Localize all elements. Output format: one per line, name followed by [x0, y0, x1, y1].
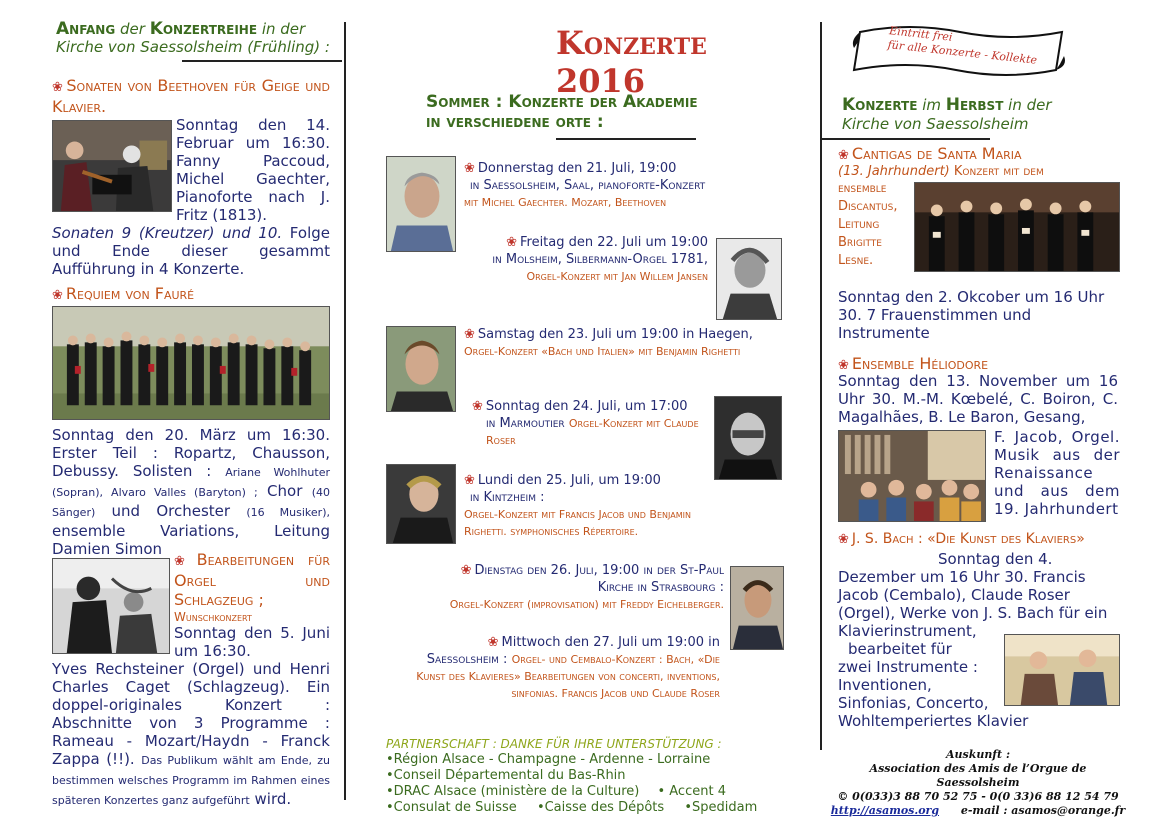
flower-icon: ❀ [460, 563, 472, 578]
partner-item: •Spedidam [684, 800, 758, 815]
autumn-cantigas-date: Sonntag den 2. Okcober um 16 Uhr 30. 7 Frauenstimmen und Instrumente [838, 288, 1105, 342]
photo-freddy-eichelberger [730, 566, 784, 650]
partner-item: •Région Alsace - Champagne - Ardenne - Lorraine [386, 752, 711, 767]
event-faure-title: ❀ Requiem von Fauré [52, 284, 195, 303]
event-schlagzeug-sub: Wunschkonzert [174, 610, 252, 624]
photo-organ-percussion [52, 558, 170, 654]
flower-icon: ❀ [174, 554, 194, 569]
autumn-heliodore-right: F. Jacob, Orgel. Musik aus der Renaissance und aus dem 19. Jahrhundert [994, 428, 1120, 518]
contact-block [828, 748, 1128, 818]
event-faure-desc: Sonntag den 20. März um 16:30. Erster Teil : Ropartz, Chausson, Debussy. Solisten : Ariane Wohlhuter (Sopran), Alvaro Valles (Baryton) ; Chor (40 Sänger) und Orchester (16 Musiker), ensemble Variations, Leitung Damien Simon [52, 426, 330, 558]
partners-title: PARTNERSCHAFT : DANKE FÜR IHRE UNTERSTÜTZUNG : [386, 737, 722, 751]
flower-icon: ❀ [464, 161, 475, 176]
summer-2: ❀ Freitag den 22. Juli um 19:00 in Molsheim, Silbermann-Orgel 1781, Orgel-Konzert mit Jan Willem Jansen [492, 235, 708, 283]
flower-icon: ❀ [52, 288, 63, 303]
summer-5: ❀ Lundi den 25. Juli, um 19:00 in Kintzheim : Orgel-Konzert mit Francis Jacob und Benjamin Righetti. symphonisches Répertoire. [464, 473, 691, 538]
autumn-bach-list: bearbeitet für zwei Instrumente : Inventionen, Sinfonias, Concerto, Wohltemperiertes Klavier [838, 640, 1029, 730]
left-header-konzertreihe: Konzertreihe [149, 19, 258, 39]
flower-icon: ❀ [838, 532, 849, 547]
left-header [56, 20, 336, 56]
summer-header: Sommer : Konzerte der Akademie in verschiedene orte : [426, 92, 698, 132]
photo-jan-willem-jansen [716, 238, 782, 320]
flower-icon: ❀ [506, 235, 517, 250]
flower-icon: ❀ [464, 473, 475, 488]
contact-title: Auskunft : [945, 748, 1011, 761]
event-schlagzeug-desc: Yves Rechsteiner (Orgel) und Henri Charles Caget (Schlagzeug). Ein doppel-originales Konzert : Abschnitte von 3 Programme : Rameau - Mozart/Haydn - Franck Zappa (!!). Das Publikum wählt am Ende, zu bestimmen welsches Programm im Rahmen eines späteren Konzertes ganz aufgeführt wird. [52, 660, 330, 808]
flower-icon: ❀ [838, 358, 849, 373]
summer-header-rule [556, 138, 696, 140]
flower-icon: ❀ [464, 327, 475, 342]
partners-block [386, 736, 786, 816]
autumn-heliodore-title: ❀ Ensemble Héliodore [838, 354, 989, 373]
left-header-kirche: Kirche von Saessolsheim (Frühling) : [56, 38, 330, 56]
left-header-inder: in der [261, 20, 306, 38]
partner-item: •Consulat de Suisse [386, 800, 517, 815]
autumn-bach-desc: Sonntag den 4. Dezember um 16 Uhr 30. Francis Jacob (Cembalo), Claude Roser (Orgel), Werke von J. S. Bach für ein Klavierinstrument, [838, 550, 1108, 640]
summer-7: ❀ Mittwoch den 27. Juli um 19:00 in Saessolsheim : Orgel- und Cembalo-Konzert : Bach, «Die Kunst des Klavieres» Bearbeitungen von concerti, inventions, sinfonias. Francis Jacob und Claude Roser [416, 635, 720, 700]
event-beethoven-date: Sonntag den 14. Februar um 16:30. Fanny Paccoud, Michel Gaechter, Pianoforte nach J. Fritz (1813). [176, 116, 330, 224]
autumn-cantigas-sub: (13. Jahrhundert) Konzert mit dem [838, 164, 1044, 179]
flower-icon: ❀ [472, 399, 483, 414]
photo-violin-duo [52, 120, 172, 212]
photo-heliodore-ensemble [838, 430, 986, 522]
photo-claude-roser [714, 396, 782, 480]
page-title: Konzerte 2016 [556, 24, 707, 100]
divider-left [344, 22, 346, 800]
photo-francis-jacob [386, 464, 456, 544]
flower-icon: ❀ [52, 80, 64, 95]
photo-choir-group [52, 306, 330, 420]
flower-icon: ❀ [487, 635, 499, 650]
autumn-heliodore-desc: Sonntag den 13. November um 16 Uhr 30. M.-M. Kœbelé, C. Boiron, C. Magalhães, B. Le Baron, Gesang, [838, 372, 1118, 426]
summer-1: ❀ Donnerstag den 21. Juli, 19:00 in Saessolsheim, Saal, pianoforte-Konzert mit Michel Gaechter. Mozart, Beethoven [464, 161, 706, 209]
summer-6: ❀ Dienstag den 26. Juli, 19:00 in der St-Paul Kirche in Strasbourg : Orgel-Konzert (improvisation) mit Freddy Eichelberger. [449, 563, 724, 611]
photo-discantus-ensemble [914, 182, 1120, 272]
autumn-header-rule [820, 138, 990, 140]
left-header-der: der [119, 20, 145, 38]
contact-phone: © 0(033)3 88 70 52 75 - 0(0 33)6 88 12 54 79 [837, 790, 1119, 803]
autumn-cantigas-title: ❀ Cantigas de Santa Maria [838, 144, 1022, 163]
photo-michel-gaechter [386, 156, 456, 252]
event-beethoven-desc: Sonaten 9 (Kreutzer) und 10. Folge und Ende dieser gesammt Aufführung in 4 Konzerte. [52, 224, 330, 278]
autumn-header: Konzerte im Herbst in der Kirche von Saessolsheim [842, 95, 1052, 133]
partner-item: •Caisse des Dépôts [536, 800, 665, 815]
middle-column [380, 0, 780, 827]
right-column [830, 0, 1126, 827]
partner-item: •DRAC Alsace (ministère de la Culture) [386, 784, 640, 799]
event-schlagzeug-date: Sonntag den 5. Juni um 16:30. [174, 624, 330, 660]
photo-benjamin-righetti [386, 326, 456, 412]
left-column [52, 0, 330, 827]
flower-icon: ❀ [838, 148, 849, 163]
contact-email[interactable]: e-mail : asamos@orange.fr [960, 804, 1126, 817]
autumn-bach-title: ❀ J. S. Bach : «Die Kunst des Klaviers» [838, 531, 1085, 547]
left-header-rule [182, 60, 342, 62]
contact-website-link[interactable]: http://asamos.org [830, 804, 940, 817]
photo-jacob-roser [1004, 634, 1120, 706]
summer-3: ❀ Samstag den 23. Juli um 19:00 in Haegen, Orgel-Konzert «Bach und Italien» mit Benjamin Righetti [464, 327, 753, 358]
contact-org: Association des Amis de l’Orgue de Saessolsheim [869, 762, 1087, 789]
event-schlagzeug-title: ❀ Bearbeitungen für Orgel und Schlagzeug ; [174, 550, 330, 609]
left-header-anfang: Anfang [56, 19, 116, 39]
divider-right [820, 22, 822, 750]
summer-4: ❀ Sonntag den 24. Juli, um 17:00 in Marmoutier Orgel-Konzert mit Claude Roser [472, 399, 699, 447]
partner-item: • Accent 4 [657, 784, 726, 799]
partner-item: •Conseil Départemental du Bas-Rhin [386, 768, 626, 783]
event-beethoven-title: ❀ Sonaten von Beethoven für Geige und Klavier. [52, 76, 330, 116]
autumn-cantigas-ensemble: ensemble Discantus, Leitung Brigitte Lesne. [838, 181, 898, 268]
free-entry-banner: Eintritt frei für alle Konzerte - Kollekte [850, 18, 1072, 88]
